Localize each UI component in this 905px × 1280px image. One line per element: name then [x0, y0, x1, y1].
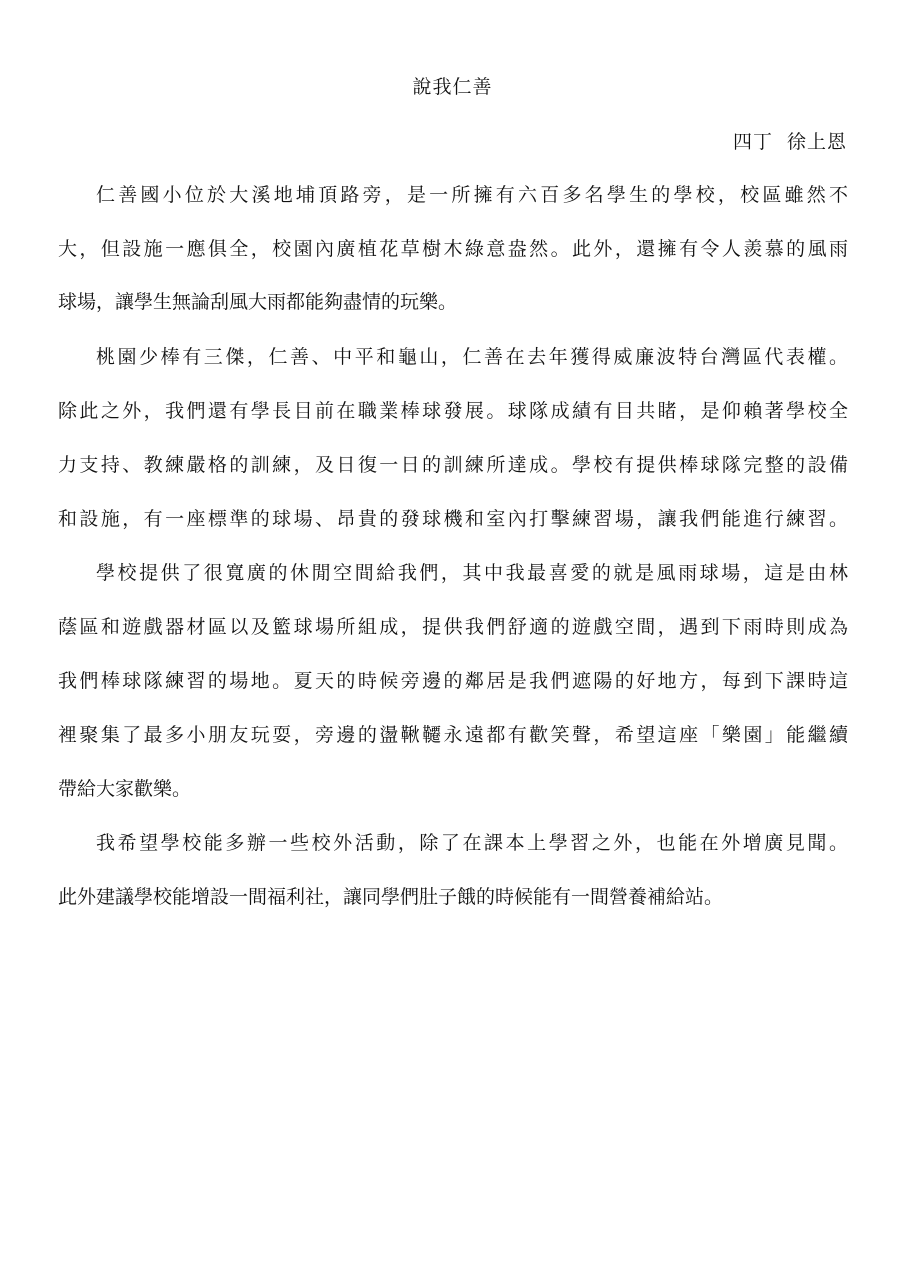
paragraph-4-line-1: 我希望學校能多辦一些校外活動，除了在課本上學習之外，也能在外增廣見聞。: [96, 832, 848, 854]
paragraph-2-line-3: 力支持、教練嚴格的訓練，及日復一日的訓練所達成。學校有提供棒球隊完整的設備: [58, 454, 848, 476]
paragraph-1-line-1: 仁善國小位於大溪地埔頂路旁，是一所擁有六百多名學生的學校，校區雖然不: [96, 184, 848, 206]
paragraph-3-line-5: 帶給大家歡樂。: [58, 778, 192, 800]
paragraph-2-line-2: 除此之外，我們還有學長目前在職業棒球發展。球隊成績有目共睹，是仰賴著學校全: [58, 400, 848, 422]
paragraph-3-line-2: 蔭區和遊戲器材區以及籃球場所組成，提供我們舒適的遊戲空間，遇到下雨時則成為: [58, 616, 848, 638]
paragraph-2-line-4: 和設施，有一座標準的球場、昂貴的發球機和室內打擊練習場，讓我們能進行練習。: [58, 508, 848, 530]
paragraph-3-line-3: 我們棒球隊練習的場地。夏天的時候旁邊的鄰居是我們遮陽的好地方，每到下課時這: [58, 670, 848, 692]
author-name: 徐上恩: [786, 131, 847, 153]
paragraph-3-line-1: 學校提供了很寬廣的休閒空間給我們，其中我最喜愛的就是風雨球場，這是由林: [96, 562, 848, 584]
document-title: 說我仁善: [412, 76, 493, 98]
paragraph-4-line-2: 此外建議學校能增設一間福利社，讓同學們肚子餓的時候能有一間營養補給站。: [58, 886, 724, 908]
author-line: [733, 127, 847, 154]
paragraph-2-line-1: 桃園少棒有三傑，仁善、中平和龜山，仁善在去年獲得威廉波特台灣區代表權。: [96, 346, 848, 368]
paragraph-1-line-3: 球場，讓學生無論刮風大雨都能夠盡情的玩樂。: [58, 291, 458, 313]
author-class: 四丁: [732, 131, 773, 153]
paragraph-3-line-4: 裡聚集了最多小朋友玩耍，旁邊的盪鞦韆永遠都有歡笑聲，希望這座「樂園」能繼續: [58, 724, 848, 746]
paragraph-1-line-2: 大，但設施一應俱全，校園內廣植花草樹木綠意盎然。此外，還擁有令人羨慕的風雨: [58, 238, 848, 260]
